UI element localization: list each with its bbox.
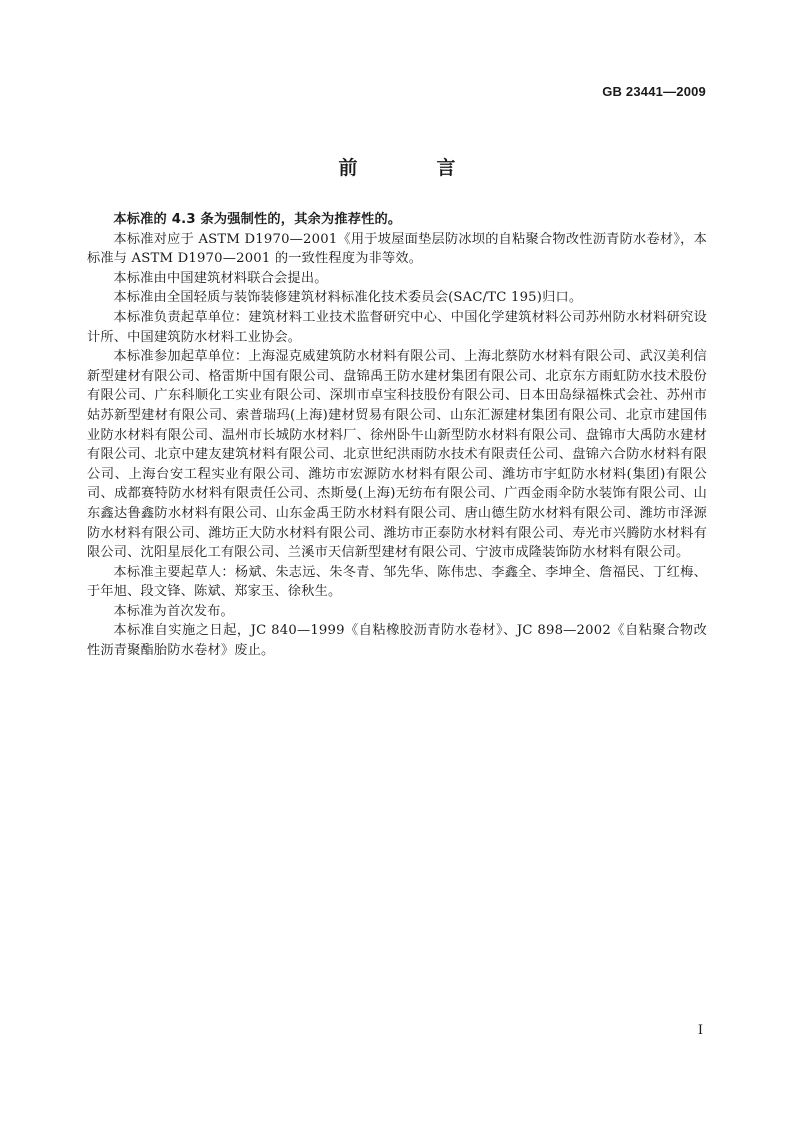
paragraph-participating-units: 本标准参加起草单位：上海湿克威建筑防水材料有限公司、上海北蔡防水材料有限公司、武汉美利信新型建材有限公司、格雷斯中国有限公司、盘锦禹王防水建材集团有限公司、北京东方雨虹防水技术股份有限公司、广东科顺化工实业有限公司、深圳市卓宝科技股份有限公司、日本田岛绿福株式会社、苏州市姑苏新型建材有限公司、索普瑞玛(上海)建材贸易有限公司、山东汇源建材集团有限公司、北京市建国伟业防水材料有限公司、温州市长城防水材料厂、徐州卧牛山新型防水材料有限公司、盘锦市大禹防水建材有限公司、北京中建友建筑材料有限公司、北京世纪洪雨防水技术有限责任公司、盘锦六合防水材料有限公司、上海台安工程实业有限公司、潍坊市宏源防水材料有限公司、潍坊市宇虹防水材料(集团)有限公司、成都赛特防水材料有限责任公司、杰斯曼(上海)无纺布有限公司、广西金雨伞防水装饰有限公司、山东鑫达鲁鑫防水材料有限公司、山东金禹王防水材料有限公司、唐山德生防水材料有限公司、潍坊市泽源防水材料有限公司、潍坊正大防水材料有限公司、潍坊市正泰防水材料有限公司、寿光市兴腾防水材料有限公司、沈阳星辰化工有限公司、兰溪市天信新型建材有限公司、宁波市成隆装饰防水材料有限公司。 xyxy=(87,349,707,561)
paragraph-proposer: 本标准由中国建筑材料联合会提出。 xyxy=(113,270,328,286)
page-number: I xyxy=(697,1023,703,1038)
page-title: 前 言 xyxy=(338,157,486,179)
standard-code: GB 23441—2009 xyxy=(602,84,706,99)
paragraph-superseded: 本标准自实施之日起，JC 840—1999《自粘橡胶沥青防水卷材》、JC 898—2002《自粘聚合物改性沥青聚酯胎防水卷材》废止。 xyxy=(87,623,707,659)
paragraph-first-release: 本标准为首次发布。 xyxy=(113,603,234,619)
paragraph-drafters: 本标准主要起草人：杨斌、朱志远、朱冬青、邹先华、陈伟忠、李鑫全、李坤全、詹福民、丁红梅、于年旭、段文锋、陈斌、郑家玉、徐秋生。 xyxy=(87,564,707,600)
paragraph-committee: 本标准由全国轻质与装饰装修建筑材料标准化技术委员会(SAC/TC 195)归口。 xyxy=(113,290,583,306)
paragraph-correspondence: 本标准对应于 ASTM D1970—2001《用于坡屋面垫层防冰坝的自粘聚合物改性沥青防水卷材》，本标准与 ASTM D1970—2001 的一致性程度为非等效。 xyxy=(87,231,707,267)
paragraph-responsible-units: 本标准负责起草单位：建筑材料工业技术监督研究中心、中国化学建筑材料公司苏州防水材料研究设计所、中国建筑防水材料工业协会。 xyxy=(87,309,707,345)
paragraph-mandatory-clause: 本标准的 4.3 条为强制性的，其余为推荐性的。 xyxy=(113,212,402,227)
document-body xyxy=(87,210,707,661)
